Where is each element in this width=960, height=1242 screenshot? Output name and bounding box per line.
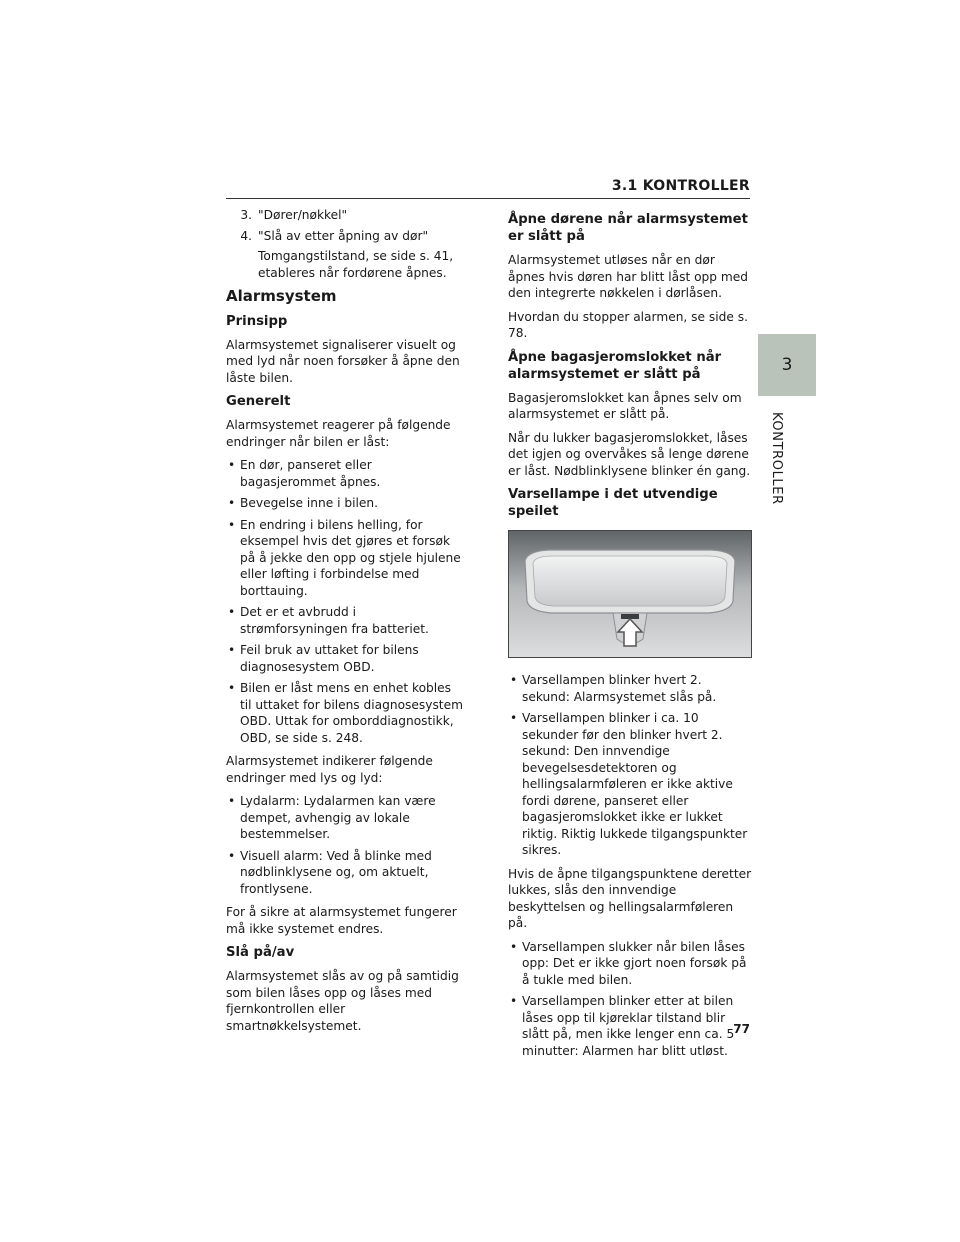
- paragraph: Alarmsystemet indikerer følgende endringer med lys og lyd:: [226, 754, 433, 785]
- left-column: [226, 207, 466, 1041]
- paragraph: Alarmsystemet utløses når en dør åpnes hvis døren har blitt låst opp med den integrerte nøkkelen i dørlåsen.: [508, 253, 749, 300]
- section-header: 3.1 KONTROLLER: [611, 178, 750, 194]
- list-item: • Bilen er låst mens en enhet kobles til uttaket for bilens diagnosesystem OBD. Uttak for omborddiagnostikk, OBD, se side s. 248.: [228, 681, 463, 745]
- chapter-number: 3: [781, 355, 793, 375]
- heading-bagasjeromslokket: Åpne bagasjeromslokket når alarmsystemet er slått på: [508, 349, 722, 382]
- paragraph: Når du lukker bagasjeromslokket, låses det igjen og overvåkes så lenge dørene er låst. Nødblinklysene blinker én gang.: [508, 430, 751, 478]
- item-number: 4.: [240, 228, 252, 243]
- chapter-label: KONTROLLER: [769, 412, 784, 505]
- bullet-list-indikerer: [226, 793, 466, 897]
- paragraph: Hvordan du stopper alarmen, se side s. 78.: [508, 309, 748, 340]
- chapter-tab: [758, 334, 816, 396]
- list-item: • Feil bruk av uttaket for bilens diagnosesystem OBD.: [228, 643, 419, 674]
- bullet-list-varsel: [508, 672, 752, 859]
- item-text: "Slå av etter åpning av dør": [258, 228, 429, 243]
- paragraph: Bagasjeromslokket kan åpnes selv om alarmsystemet er slått på.: [508, 390, 742, 421]
- list-item: • Varsellampen blinker i ca. 10 sekunder før den blinker hvert 2. sekund: Den innvendige bevegelsesdetektoren og hellingsalarmføleren er ikke aktive fordi dørene, panseret eller bagasjeromslokket ikke er lukket riktig. Riktig lukkede tilgangspunkter sikres.: [510, 711, 748, 857]
- paragraph: For å sikre at alarmsystemet fungerer må ikke systemet endres.: [226, 905, 457, 936]
- heading-alarmsystem: Alarmsystem: [226, 287, 337, 305]
- list-item: • Varsellampen blinker hvert 2. sekund: Alarmsystemet slås på.: [510, 673, 717, 704]
- heading-sla-pa-av: Slå på/av: [226, 945, 295, 960]
- list-item: • Lydalarm: Lydalarmen kan være dempet, avhengig av lokale bestemmelser.: [228, 794, 436, 841]
- list-item: • Visuell alarm: Ved å blinke med nødblinklysene og, om aktuelt, frontlysene.: [228, 848, 432, 896]
- heading-prinsipp: Prinsipp: [226, 313, 288, 329]
- paragraph: Alarmsystemet reagerer på følgende endringer når bilen er låst:: [226, 418, 451, 449]
- page-number: 77: [733, 1022, 750, 1036]
- list-item: • Varsellampen slukker når bilen låses opp: Det er ikke gjort noen forsøk på å tukle med bilen.: [510, 939, 747, 987]
- numbered-item: [226, 207, 466, 224]
- list-item: • Varsellampen blinker etter at bilen låses opp til kjøreklar tilstand blir slått på, men ikke lenger enn ca. 5 minutter: Alarmen har blitt utløst.: [510, 994, 735, 1058]
- mirror-illustration: [508, 530, 752, 658]
- paragraph: Hvis de åpne tilgangspunktene deretter lukkes, slås den innvendige beskyttelsen og hellingsalarmføleren på.: [508, 866, 752, 930]
- right-column: [508, 207, 752, 1066]
- list-item: • En endring i bilens helling, for eksempel hvis det gjøres et forsøk på å jekke den opp og stjele hjulene eller løfting i forbindelse med borttauing.: [228, 517, 461, 598]
- list-note: Tomgangstilstand, se side s. 41, etableres når fordørene åpnes.: [258, 249, 454, 280]
- paragraph: Alarmsystemet slås av og på samtidig som bilen låses opp og låses med fjernkontrollen eller smartnøkkelsystemet.: [226, 969, 459, 1033]
- list-item: • Bevegelse inne i bilen.: [228, 496, 378, 510]
- list-item: • En dør, panseret eller bagasjerommet åpnes.: [228, 458, 381, 489]
- paragraph: Alarmsystemet signaliserer visuelt og med lyd når noen forsøker å åpne den låste bilen.: [226, 337, 460, 385]
- list-item: • Det er et avbrudd i strømforsyningen fra batteriet.: [228, 605, 429, 636]
- heading-varsellampe: Varsellampe i det utvendige speilet: [508, 487, 718, 519]
- bullet-list-slukker: [508, 939, 752, 1060]
- heading-generelt: Generelt: [226, 394, 291, 409]
- rearview-mirror-image: [509, 531, 751, 657]
- header-rule: [226, 198, 750, 199]
- bullet-list-generelt: [226, 457, 466, 746]
- item-number: 3.: [240, 208, 252, 222]
- numbered-item: [226, 228, 466, 245]
- heading-apne-dorene: Åpne dørene når alarmsystemet er slått på: [508, 212, 748, 244]
- item-text: "Dører/nøkkel": [258, 208, 348, 222]
